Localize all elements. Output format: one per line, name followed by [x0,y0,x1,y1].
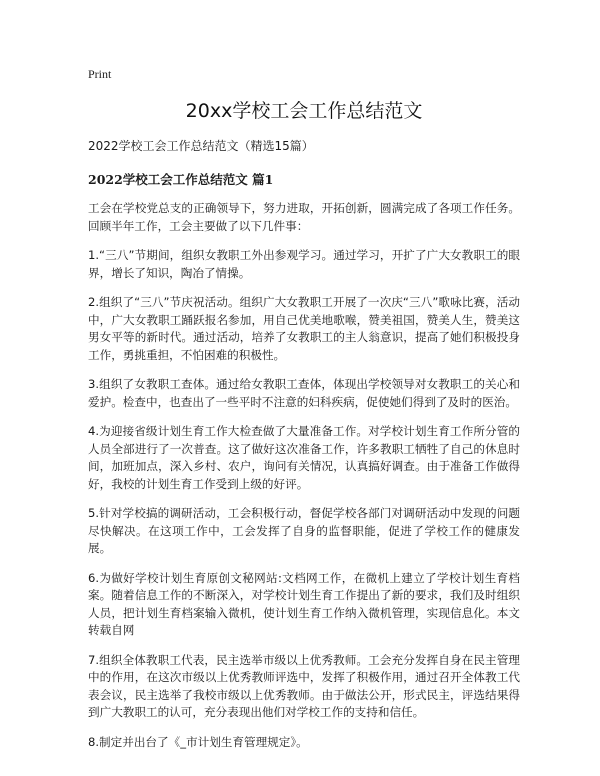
print-link[interactable]: Print [88,67,112,81]
paragraph-item-8: 8.制定并出台了《_市计划生育管理规定》。 [88,734,308,749]
section-heading: 2022学校工会工作总结范文 篇1 [88,172,274,187]
paragraph-item-4: 4.为迎接省级计划生育工作大检查做了大量准备工作。对学校计划生育工作所分管的人员全部进行了一次普查。这了做好这次准备工作，许多教职工牺牲了自己的休息时间，加班加点，深入乡村、农户，询问有关情况，认真搞好调查。由于准备工作做得好，我校的计划生育工作受到上级的好评。 [88,424,520,491]
paragraph-item-6: 6.为做好学校计划生育原创文秘网站:文档网工作，在微机上建立了学校计划生育档案。随着信息工作的不断深入，对学校计划生育工作提出了新的要求，我们及时组织人员，把计划生育档案输入微机，使计划生育工作纳入微机管理，实现信息化。本文转载自网 [88,570,520,637]
paragraph-intro: 工会在学校党总支的正确领导下，努力进取，开拓创新，圆满完成了各项工作任务。回顾半年工作，工会主要做了以下几件事： [88,201,520,233]
paragraph-item-7: 7.组织全体教职工代表，民主选举市级以上优秀教师。工会充分发挥自身在民主管理中的作用，在这次市级以上优秀教师评选中，发挥了积极作用，通过召开全体教工代表会议，民主选举了我校市级以上优秀教师。由于做法公开，形式民主，评选结果得到广大教职工的认可，充分表现出他们对学校工作的支持和信任。 [88,652,520,719]
document-page [88,66,520,763]
paragraph-item-2: 2.组织了“三八”节庆祝活动。组织广大女教职工开展了一次庆“三八”歌咏比赛，活动中，广大女教职工踊跃报名参加，用自己优美地歌喉，赞美祖国，赞美人生，赞美这男女平等的新时代。通过活动，培养了女教职工的主人翁意识，提高了她们积极投身工作，勇挑重担，不怕困难的积极性。 [88,295,520,362]
document-subtitle: 2022学校工会工作总结范文（精选15篇） [88,139,314,153]
paragraph-item-3: 3.组织了女教职工查体。通过给女教职工查体，体现出学校领导对女教职工的关心和爱护。检查中，也查出了一些平时不注意的妇科疾病，促使她们得到了及时的医治。 [88,377,520,409]
document-title: 20xx学校工会工作总结范文 [185,100,423,122]
paragraph-item-1: 1.“三八”节期间，组织女教职工外出参观学习。通过学习，开扩了广大女教职工的眼界，增长了知识，陶冶了情操。 [88,248,520,280]
paragraph-item-5: 5.针对学校搞的调研活动，工会积极行动，督促学校各部门对调研活动中发现的问题尽快解决。在这项工作中，工会发挥了自身的监督职能，促进了学校工作的健康发展。 [88,506,520,555]
